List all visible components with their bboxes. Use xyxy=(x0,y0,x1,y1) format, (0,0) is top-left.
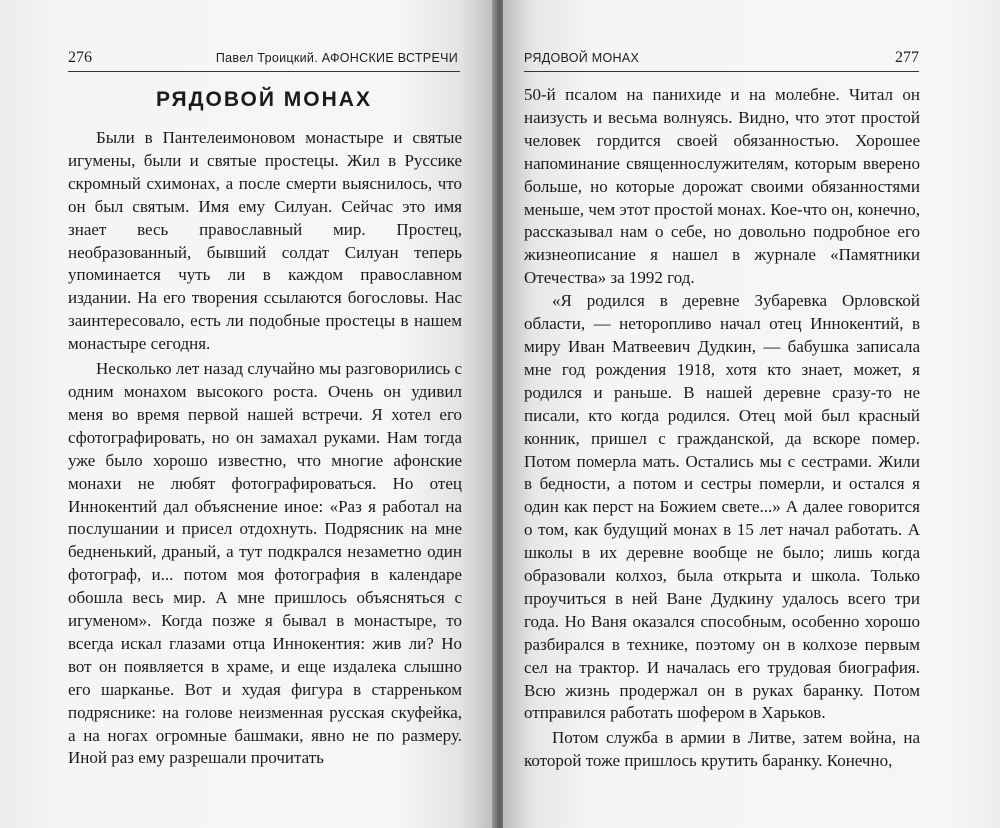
left-page-number: 276 xyxy=(68,49,92,66)
left-running-head xyxy=(68,47,460,72)
right-page xyxy=(503,0,1000,828)
right-running-head xyxy=(524,47,919,72)
left-running-title: Павел Троицкий. АФОНСКИЕ ВСТРЕЧИ xyxy=(215,51,458,65)
right-page-number: 277 xyxy=(895,49,919,66)
right-paragraph-1: 50-й псалом на панихиде и на молебне. Читал он наизусть и весьма волнуясь. Видно, что этот простой человек гордится своей обязанностью. Хорошее напоминание священнослужителям, которым вверено больше, но которые дорожат своими обязанностями меньше, чем этот простой монах. Кое-что он, конечно, рассказывал нам о себе, но довольно подробное его жизнеописание я нашел в журнале «Памятники Отечества» за 1992 год. xyxy=(524,85,920,288)
right-paragraph-3: Потом служба в армии в Литве, затем война, на которой тоже пришлось крутить баранку. Конечно, xyxy=(524,728,920,771)
right-running-title: РЯДОВОЙ МОНАХ xyxy=(524,51,640,65)
left-page xyxy=(0,0,497,828)
left-body-text xyxy=(68,127,462,770)
left-paragraph-2: Несколько лет назад случайно мы разговорились с одним монахом высокого роста. Очень он удивил меня во время первой нашей встречи. Я хотел его сфотографировать, но он замахал руками. Нам тогда уже было хорошо известно, что многие афонские монахи не любят фотографироваться. Но отец Иннокентий дал объяснение иное: «Раз я работал на послушании и присел отдохнуть. Подрясник на мне бедненький, драный, а тут подкрался незаметно один фотограф, и... потом моя фотография в календаре обошла весь мир. А мне пришлось объясняться с игуменом». Когда позже я бывал в монастыре, то всегда искал глазами отца Иннокентия: жив ли? Но вот он появляется в храме, и еще издалека слышно его шарканье. Вот и худая фигура в старреньком подряснике: на голове неизменная русская скуфейка, а на ногах огромные башмаки, явно не по размеру. Иной раз ему разрешали прочитать xyxy=(68,359,462,768)
chapter-title: РЯДОВОЙ МОНАХ xyxy=(156,88,372,111)
right-paragraph-2: «Я родился в деревне Зубаревка Орловской области, — неторопливо начал отец Иннокентий, в миру Иван Матвеевич Дудкин, — бабушка записала мне год рождения 1918, хотя кто знает, может, я родился и раньше. В нашей деревне сразу-то не писали, кто когда родился. Отец мой был красный конник, пришел с гражданской, да вскоре помер. Потом померла мать. Остались мы с сестрами. Жили в бедности, а потом и сестры померли, и остался я один как перст на Божием свете...» А далее говорится о том, как будущий монах в 15 лет начал работать. А школы в их деревне вообще не было; лишь когда образовали колхоз, была открыта и школа. Только проучиться в ней Ване Дудкину удалось всего три года. Но Ваня оказался способным, особенно хорошо разбирался в технике, поэтому он в колхозе первым сел на трактор. И началась его трудовая биография. Всю жизнь продержал он в руках баранку. Потом отправился работать шофером в Харьков. xyxy=(524,291,920,723)
left-paragraph-1: Были в Пантелеимоновом монастыре и святые игумены, были и святые простецы. Жил в Руссике скромный схимонах, а после смерти выяснилось, что он был святым. Имя ему Силуан. Сейчас это имя знает весь православный мир. Простец, необразованный, бывший солдат Силуан теперь упоминается чуть ли в каждом православном издании. На его творения ссылаются богословы. Нас заинтересовало, есть ли подобные простецы в нашем монастыре сегодня. xyxy=(68,128,462,354)
right-body-text xyxy=(524,84,920,773)
